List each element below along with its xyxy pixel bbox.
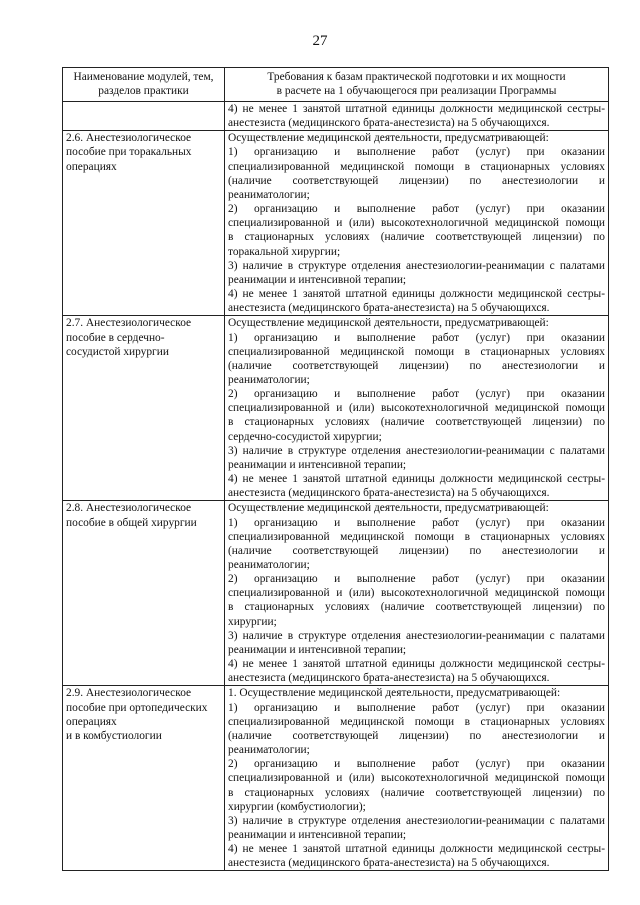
- module-name-line: 2.8. Анестезиологическое: [66, 502, 192, 515]
- header-requirements: [225, 68, 609, 102]
- module-name-line: 2.7. Анестезиологическое: [66, 317, 192, 330]
- requirements-cell: [225, 686, 609, 871]
- requirement-line: в стационарных условиях (наличие соответствующей лицензии) по: [228, 416, 605, 429]
- requirement-line: реаниматологии;: [228, 188, 310, 201]
- header-line: в расчете на 1 обучающегося при реализации Программы: [276, 85, 557, 97]
- table-row: [63, 316, 609, 501]
- requirement-line: реанимации и интенсивной терапии;: [228, 458, 407, 471]
- requirement-line: анестезиста (медицинского брата-анестезиста) на 5 обучающихся.: [228, 672, 550, 685]
- requirement-line: 3) наличие в структуре отделения анестезиологии-реанимации с палатами: [228, 259, 605, 272]
- requirement-line: хирургии;: [228, 615, 277, 628]
- requirement-line: 1) организацию и выполнение работ (услуг) при оказании: [228, 331, 605, 344]
- page-number: 27: [312, 33, 328, 49]
- module-name-line: пособие в общей хирургии: [66, 516, 197, 529]
- table-row: [63, 686, 609, 871]
- requirement-line: реаниматологии;: [228, 373, 310, 386]
- module-name-line: 2.6. Анестезиологическое: [66, 132, 192, 145]
- requirement-line: специализированной медицинской помощи в стационарных условиях: [228, 715, 605, 728]
- requirement-line: Осуществление медицинской деятельности, предусматривающей:: [228, 317, 549, 330]
- module-name-line: сосудистой хирургии: [66, 345, 169, 358]
- requirement-line: реанимации и интенсивной терапии;: [228, 828, 407, 841]
- table-header-row: [63, 68, 609, 102]
- requirement-line: в стационарных условиях (наличие соответствующей лицензии) по: [228, 601, 605, 614]
- requirement-line: Осуществление медицинской деятельности, предусматривающей:: [228, 132, 549, 145]
- table-row: [63, 501, 609, 686]
- requirement-line: 1. Осуществление медицинской деятельности, предусматривающей:: [228, 687, 561, 700]
- requirement-line: хирургии (комбустиологии);: [228, 800, 366, 813]
- requirement-line: 4) не менее 1 занятой штатной единицы должности медицинской сестры-: [228, 473, 605, 486]
- module-name-cell: [63, 131, 225, 316]
- requirement-line: в стационарных условиях (наличие соответствующей лицензии) по: [228, 786, 605, 799]
- module-name-line: операциях: [66, 160, 117, 173]
- requirement-line: 4) не менее 1 занятой штатной единицы должности медицинской сестры-: [228, 658, 605, 671]
- requirement-line: анестезиста (медицинского брата-анестезиста) на 5 обучающихся.: [228, 302, 550, 315]
- requirement-line: 3) наличие в структуре отделения анестезиологии-реанимации с палатами: [228, 444, 605, 457]
- requirement-line: реаниматологии;: [228, 744, 310, 757]
- header-line: Наименование модулей, тем,: [73, 71, 214, 83]
- table-row: [63, 131, 609, 316]
- requirements-cell: [225, 316, 609, 501]
- requirements-table: [62, 67, 609, 871]
- module-name-line: пособие в сердечно-: [66, 331, 165, 344]
- requirement-line: 4) не менее 1 занятой штатной единицы должности медицинской сестры-: [228, 103, 605, 115]
- table-row: [63, 102, 609, 131]
- requirement-line: анестезиста (медицинского брата-анестезиста) на 5 обучающихся.: [228, 487, 550, 500]
- module-name-line: операциях: [66, 715, 117, 728]
- requirement-line: 2) организацию и выполнение работ (услуг) при оказании: [228, 203, 605, 216]
- requirement-line: специализированной медицинской помощи в стационарных условиях: [228, 530, 605, 543]
- requirement-line: специализированной и (или) высокотехнологичной медицинской помощи: [228, 217, 605, 230]
- requirement-line: специализированной и (или) высокотехнологичной медицинской помощи: [228, 402, 605, 415]
- requirement-line: 4) не менее 1 занятой штатной единицы должности медицинской сестры-: [228, 843, 605, 856]
- module-name-line: пособие при ортопедических: [66, 701, 208, 714]
- requirement-line: 2) организацию и выполнение работ (услуг) при оказании: [228, 388, 605, 401]
- requirement-line: 4) не менее 1 занятой штатной единицы должности медицинской сестры-: [228, 288, 605, 301]
- requirement-line: (наличие соответствующей лицензии) по анестезиологии и: [228, 359, 605, 372]
- requirement-line: торакальной хирургии;: [228, 245, 341, 258]
- requirement-line: 1) организацию и выполнение работ (услуг) при оказании: [228, 701, 605, 714]
- requirements-cell: [225, 102, 609, 131]
- requirement-line: реанимации и интенсивной терапии;: [228, 643, 407, 656]
- requirement-line: Осуществление медицинской деятельности, предусматривающей:: [228, 502, 549, 515]
- module-name-line: и в комбустиологии: [66, 729, 162, 742]
- requirement-line: специализированной медицинской помощи в стационарных условиях: [228, 345, 605, 358]
- module-name-line: пособие при торакальных: [66, 146, 192, 159]
- requirement-line: 3) наличие в структуре отделения анестезиологии-реанимации с палатами: [228, 814, 605, 827]
- requirement-line: специализированной и (или) высокотехнологичной медицинской помощи: [228, 587, 605, 600]
- requirement-line: реаниматологии;: [228, 559, 310, 571]
- module-name-line: 2.9. Анестезиологическое: [66, 687, 192, 700]
- requirement-line: специализированной и (или) высокотехнологичной медицинской помощи: [228, 772, 605, 785]
- requirement-line: специализированной медицинской помощи в стационарных условиях: [228, 160, 605, 173]
- requirement-line: сердечно-сосудистой хирургии;: [228, 430, 382, 443]
- header-line: разделов практики: [98, 85, 189, 97]
- requirements-cell: [225, 131, 609, 316]
- requirement-line: (наличие соответствующей лицензии) по анестезиологии и: [228, 174, 605, 187]
- requirement-line: 2) организацию и выполнение работ (услуг) при оказании: [228, 758, 605, 771]
- requirement-line: (наличие соответствующей лицензии) по анестезиологии и: [228, 544, 605, 557]
- requirement-line: 1) организацию и выполнение работ (услуг) при оказании: [228, 516, 605, 529]
- module-name-cell: [63, 501, 225, 686]
- requirement-line: в стационарных условиях (наличие соответствующей лицензии) по: [228, 231, 605, 244]
- header-line: Требования к базам практической подготовки и их мощности: [267, 71, 566, 83]
- requirement-line: анестезиста (медицинского брата-анестезиста) на 5 обучающихся.: [228, 117, 550, 130]
- module-name-cell: [63, 316, 225, 501]
- module-name-cell: [63, 102, 225, 131]
- module-name-cell: [63, 686, 225, 871]
- requirement-line: реанимации и интенсивной терапии;: [228, 273, 407, 286]
- header-module-name: [63, 68, 225, 102]
- requirement-line: 2) организацию и выполнение работ (услуг) при оказании: [228, 573, 605, 586]
- requirements-cell: [225, 501, 609, 686]
- requirement-line: 1) организацию и выполнение работ (услуг) при оказании: [228, 146, 605, 159]
- requirement-line: анестезиста (медицинского брата-анестезиста) на 5 обучающихся.: [228, 857, 550, 870]
- requirement-line: 3) наличие в структуре отделения анестезиологии-реанимации с палатами: [228, 629, 605, 642]
- requirement-line: (наличие соответствующей лицензии) по анестезиологии и: [228, 729, 605, 742]
